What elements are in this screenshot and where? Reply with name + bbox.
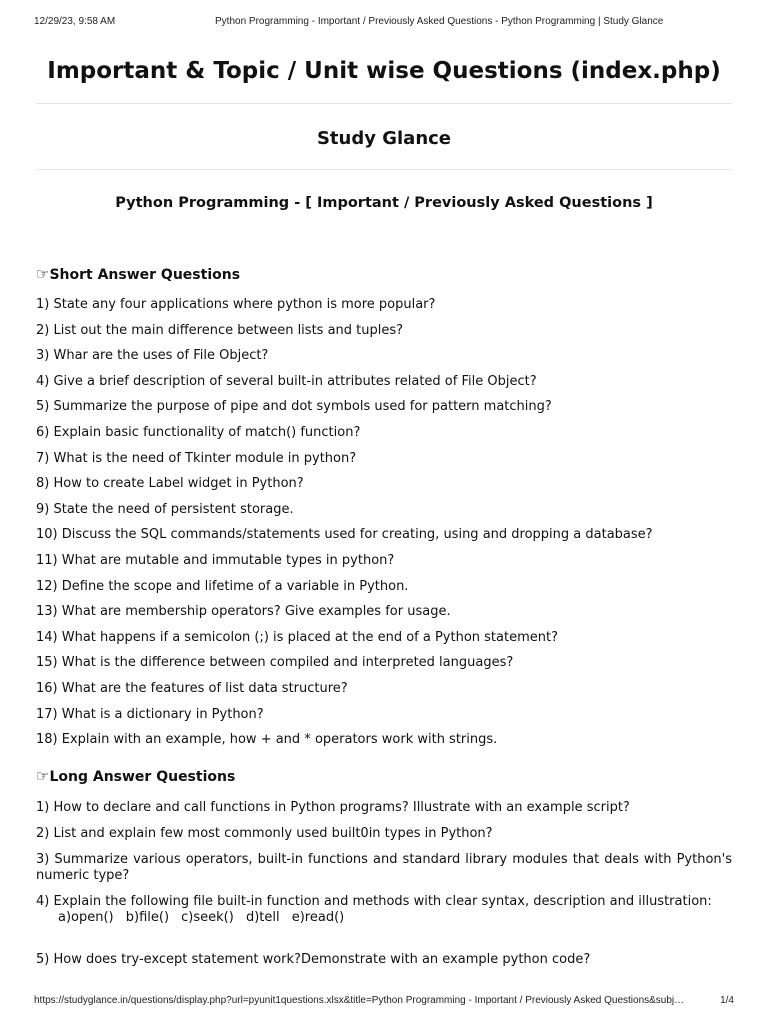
long-question-4-options: a)open() b)file() c)seek() d)tell e)read()	[58, 910, 345, 925]
list-item: 9) State the need of persistent storage.	[36, 501, 294, 517]
divider	[36, 169, 732, 170]
print-date: 12/29/23, 9:58 AM	[34, 16, 116, 27]
page-title: Important & Topic / Unit wise Questions (index.php)	[47, 58, 721, 84]
long-answer-list	[36, 800, 732, 978]
list-item: 18) Explain with an example, how + and * operators work with strings.	[36, 732, 498, 748]
short-answer-heading	[36, 265, 240, 283]
list-item: 5) How does try-except statement work?Demonstrate with an example python code?	[36, 952, 591, 967]
short-answer-list	[36, 297, 732, 758]
subject-title: Python Programming - [ Important / Previously Asked Questions ]	[115, 195, 653, 211]
long-answer-heading-label: Long Answer Questions	[49, 769, 236, 785]
site-title: Study Glance	[316, 128, 452, 149]
list-item: 17) What is a dictionary in Python?	[36, 706, 264, 722]
list-item: 1) How to declare and call functions in Python programs? Illustrate with an example script?	[36, 800, 630, 815]
long-question-4-text: 4) Explain the following file built-in function and methods with clear syntax, description and illustration:	[36, 894, 712, 909]
print-page-title: Python Programming - Important / Previously Asked Questions - Python Programming | Study Glance	[215, 16, 664, 27]
list-item: 3) Whar are the uses of File Object?	[36, 348, 269, 364]
divider	[36, 103, 732, 104]
list-item: 1) State any four applications where python is more popular?	[36, 297, 436, 312]
list-item: 2) List out the main difference between lists and tuples?	[36, 322, 404, 338]
list-item: 4) Give a brief description of several built-in attributes related of File Object?	[36, 373, 537, 389]
list-item: 7) What is the need of Tkinter module in python?	[36, 450, 357, 466]
long-answer-heading	[36, 767, 235, 785]
print-url: https://studyglance.in/questions/display.php?url=pyunit1questions.xlsx&title=Python Programming - Important / Previously Asked Questions&subj…	[34, 995, 685, 1006]
print-header	[34, 16, 734, 30]
list-item: 3) Summarize various operators, built-in functions and standard library modules that deals with Python's numeric type?	[36, 852, 732, 883]
list-item: 5) Summarize the purpose of pipe and dot symbols used for pattern matching?	[36, 399, 552, 415]
list-item: 8) How to create Label widget in Python?	[36, 476, 304, 492]
list-item: 11) What are mutable and immutable types in python?	[36, 552, 395, 568]
list-item	[36, 894, 732, 952]
list-item: 16) What are the features of list data structure?	[36, 680, 348, 696]
list-item: 10) Discuss the SQL commands/statements used for creating, using and dropping a database?	[36, 527, 653, 543]
list-item: 12) Define the scope and lifetime of a variable in Python.	[36, 578, 409, 594]
pointing-hand-icon: ☞	[36, 265, 50, 283]
pointing-hand-icon: ☞	[36, 767, 50, 785]
list-item: 15) What is the difference between compiled and interpreted languages?	[36, 655, 514, 671]
list-item: 14) What happens if a semicolon (;) is placed at the end of a Python statement?	[36, 629, 558, 645]
page-number: 1/4	[720, 995, 734, 1006]
list-item: 6) Explain basic functionality of match() function?	[36, 424, 361, 440]
print-footer	[34, 995, 734, 1009]
list-item: 13) What are membership operators? Give examples for usage.	[36, 604, 451, 620]
short-answer-heading-label: Short Answer Questions	[49, 267, 241, 283]
list-item: 2) List and explain few most commonly used built0in types in Python?	[36, 826, 493, 841]
